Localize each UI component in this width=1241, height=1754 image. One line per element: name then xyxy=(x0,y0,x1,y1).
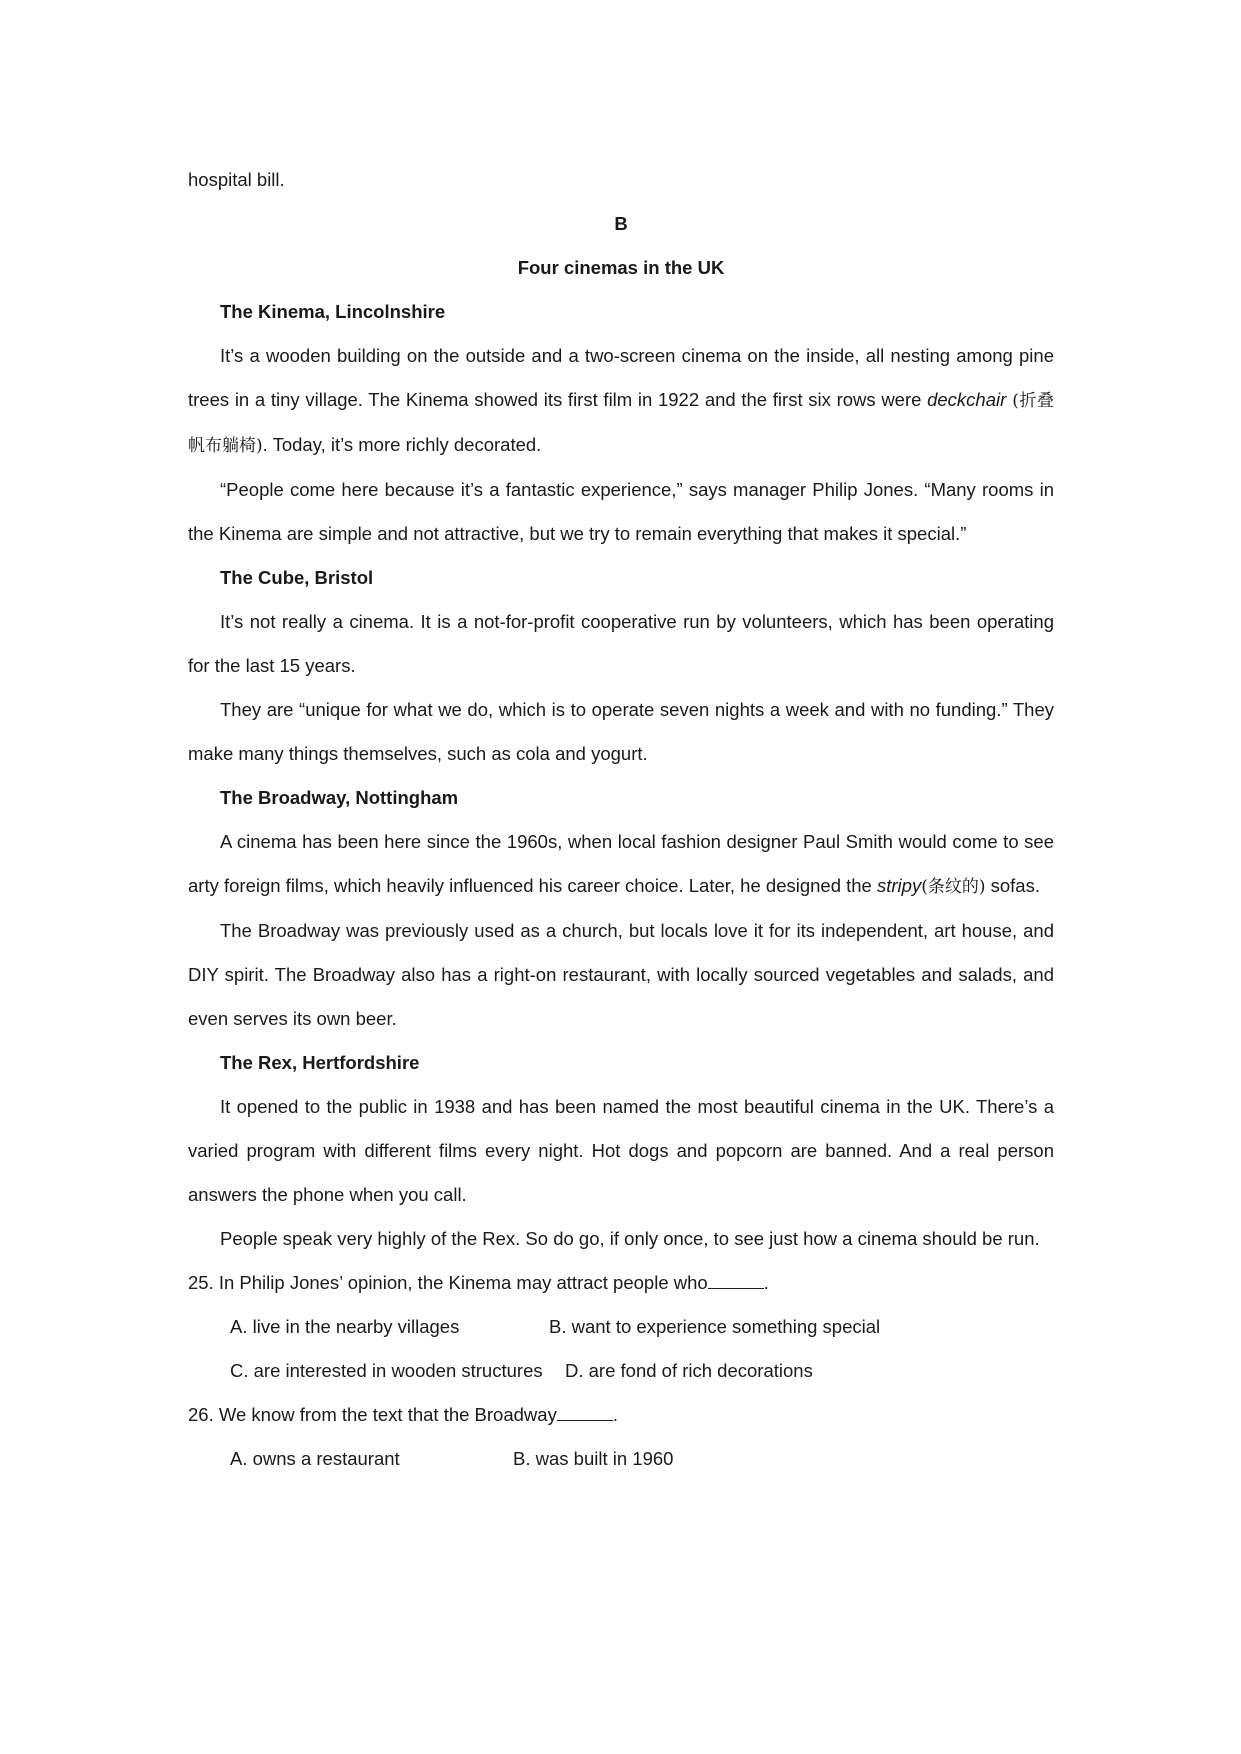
question-25-options-row-1 xyxy=(188,1305,1054,1349)
broadway-text-a: A cinema has been here since the 1960s, when local fashion designer Paul Smith would come to see arty foreign films, which heavily influenced his career choice. Later, he designed the xyxy=(188,831,1054,896)
rex-paragraph-1: It opened to the public in 1938 and has been named the most beautiful cinema in the UK. There’s a varied program with different films every night. Hot dogs and popcorn are banned. And a real person answers the phone when you call. xyxy=(188,1096,1054,1205)
broadway-paragraph-1 xyxy=(188,820,1054,909)
gloss-stripy: (条纹的) xyxy=(921,877,986,897)
option-26-a: A. owns a restaurant xyxy=(230,1448,400,1469)
broadway-paragraph-2: The Broadway was previously used as a church, but locals love it for its independent, art house, and DIY spirit. The Broadway also has a right-on restaurant, with locally sourced vegetables and salads, and even serves its own beer. xyxy=(188,920,1054,1029)
question-25 xyxy=(188,1261,1054,1305)
option-25-a: A. live in the nearby villages xyxy=(230,1316,460,1337)
question-26-end: . xyxy=(612,1404,618,1425)
term-stripy: stripy xyxy=(877,875,922,896)
document-content xyxy=(188,158,1054,1481)
passage-title: Four cinemas in the UK xyxy=(517,257,725,278)
kinema-paragraph-2: “People come here because it’s a fantastic experience,” says manager Philip Jones. “Many rooms in the Kinema are simple and not attractive, but we try to remain everything that makes it special.” xyxy=(188,479,1054,544)
option-25-b: B. want to experience something special xyxy=(549,1316,881,1337)
broadway-text-b: sofas. xyxy=(985,875,1040,896)
option-25-d: D. are fond of rich decorations xyxy=(565,1360,813,1381)
section-letter: B xyxy=(614,213,628,234)
question-26 xyxy=(188,1393,1054,1437)
cinema-heading-broadway: The Broadway, Nottingham xyxy=(220,787,459,808)
cinema-heading-cube: The Cube, Bristol xyxy=(220,567,374,588)
question-26-options-row-1 xyxy=(188,1437,1054,1481)
answer-blank xyxy=(557,1404,613,1421)
kinema-paragraph-1 xyxy=(188,334,1054,468)
kinema-text-a: It’s a wooden building on the outside and a two-screen cinema on the inside, all nesting among pine trees in a tiny village. The Kinema showed its first film in 1922 and the first six rows were xyxy=(188,345,1054,410)
previous-text-fragment: hospital bill. xyxy=(188,169,285,190)
kinema-text-b: . Today, it’s more richly decorated. xyxy=(262,434,542,455)
cinema-heading-kinema: The Kinema, Lincolnshire xyxy=(220,301,446,322)
answer-blank xyxy=(708,1272,764,1289)
question-25-stem: 25. In Philip Jones’ opinion, the Kinema may attract people who xyxy=(188,1272,708,1293)
cube-paragraph-1: It’s not really a cinema. It is a not-for-profit cooperative run by volunteers, which has been operating for the last 15 years. xyxy=(188,611,1054,676)
question-25-options-row-2 xyxy=(188,1349,1054,1393)
term-deckchair: deckchair xyxy=(927,389,1007,410)
option-25-c: C. are interested in wooden structures xyxy=(230,1360,543,1381)
rex-paragraph-2: People speak very highly of the Rex. So do go, if only once, to see just how a cinema should be run. xyxy=(220,1228,1040,1249)
question-25-end: . xyxy=(763,1272,769,1293)
question-26-stem: 26. We know from the text that the Broadway xyxy=(188,1404,557,1425)
cinema-heading-rex: The Rex, Hertfordshire xyxy=(220,1052,420,1073)
option-26-b: B. was built in 1960 xyxy=(513,1448,674,1469)
cube-paragraph-2: They are “unique for what we do, which is to operate seven nights a week and with no funding.” They make many things themselves, such as cola and yogurt. xyxy=(188,699,1054,764)
gloss-deckchair: (折叠帆布躺椅) xyxy=(188,391,1054,456)
